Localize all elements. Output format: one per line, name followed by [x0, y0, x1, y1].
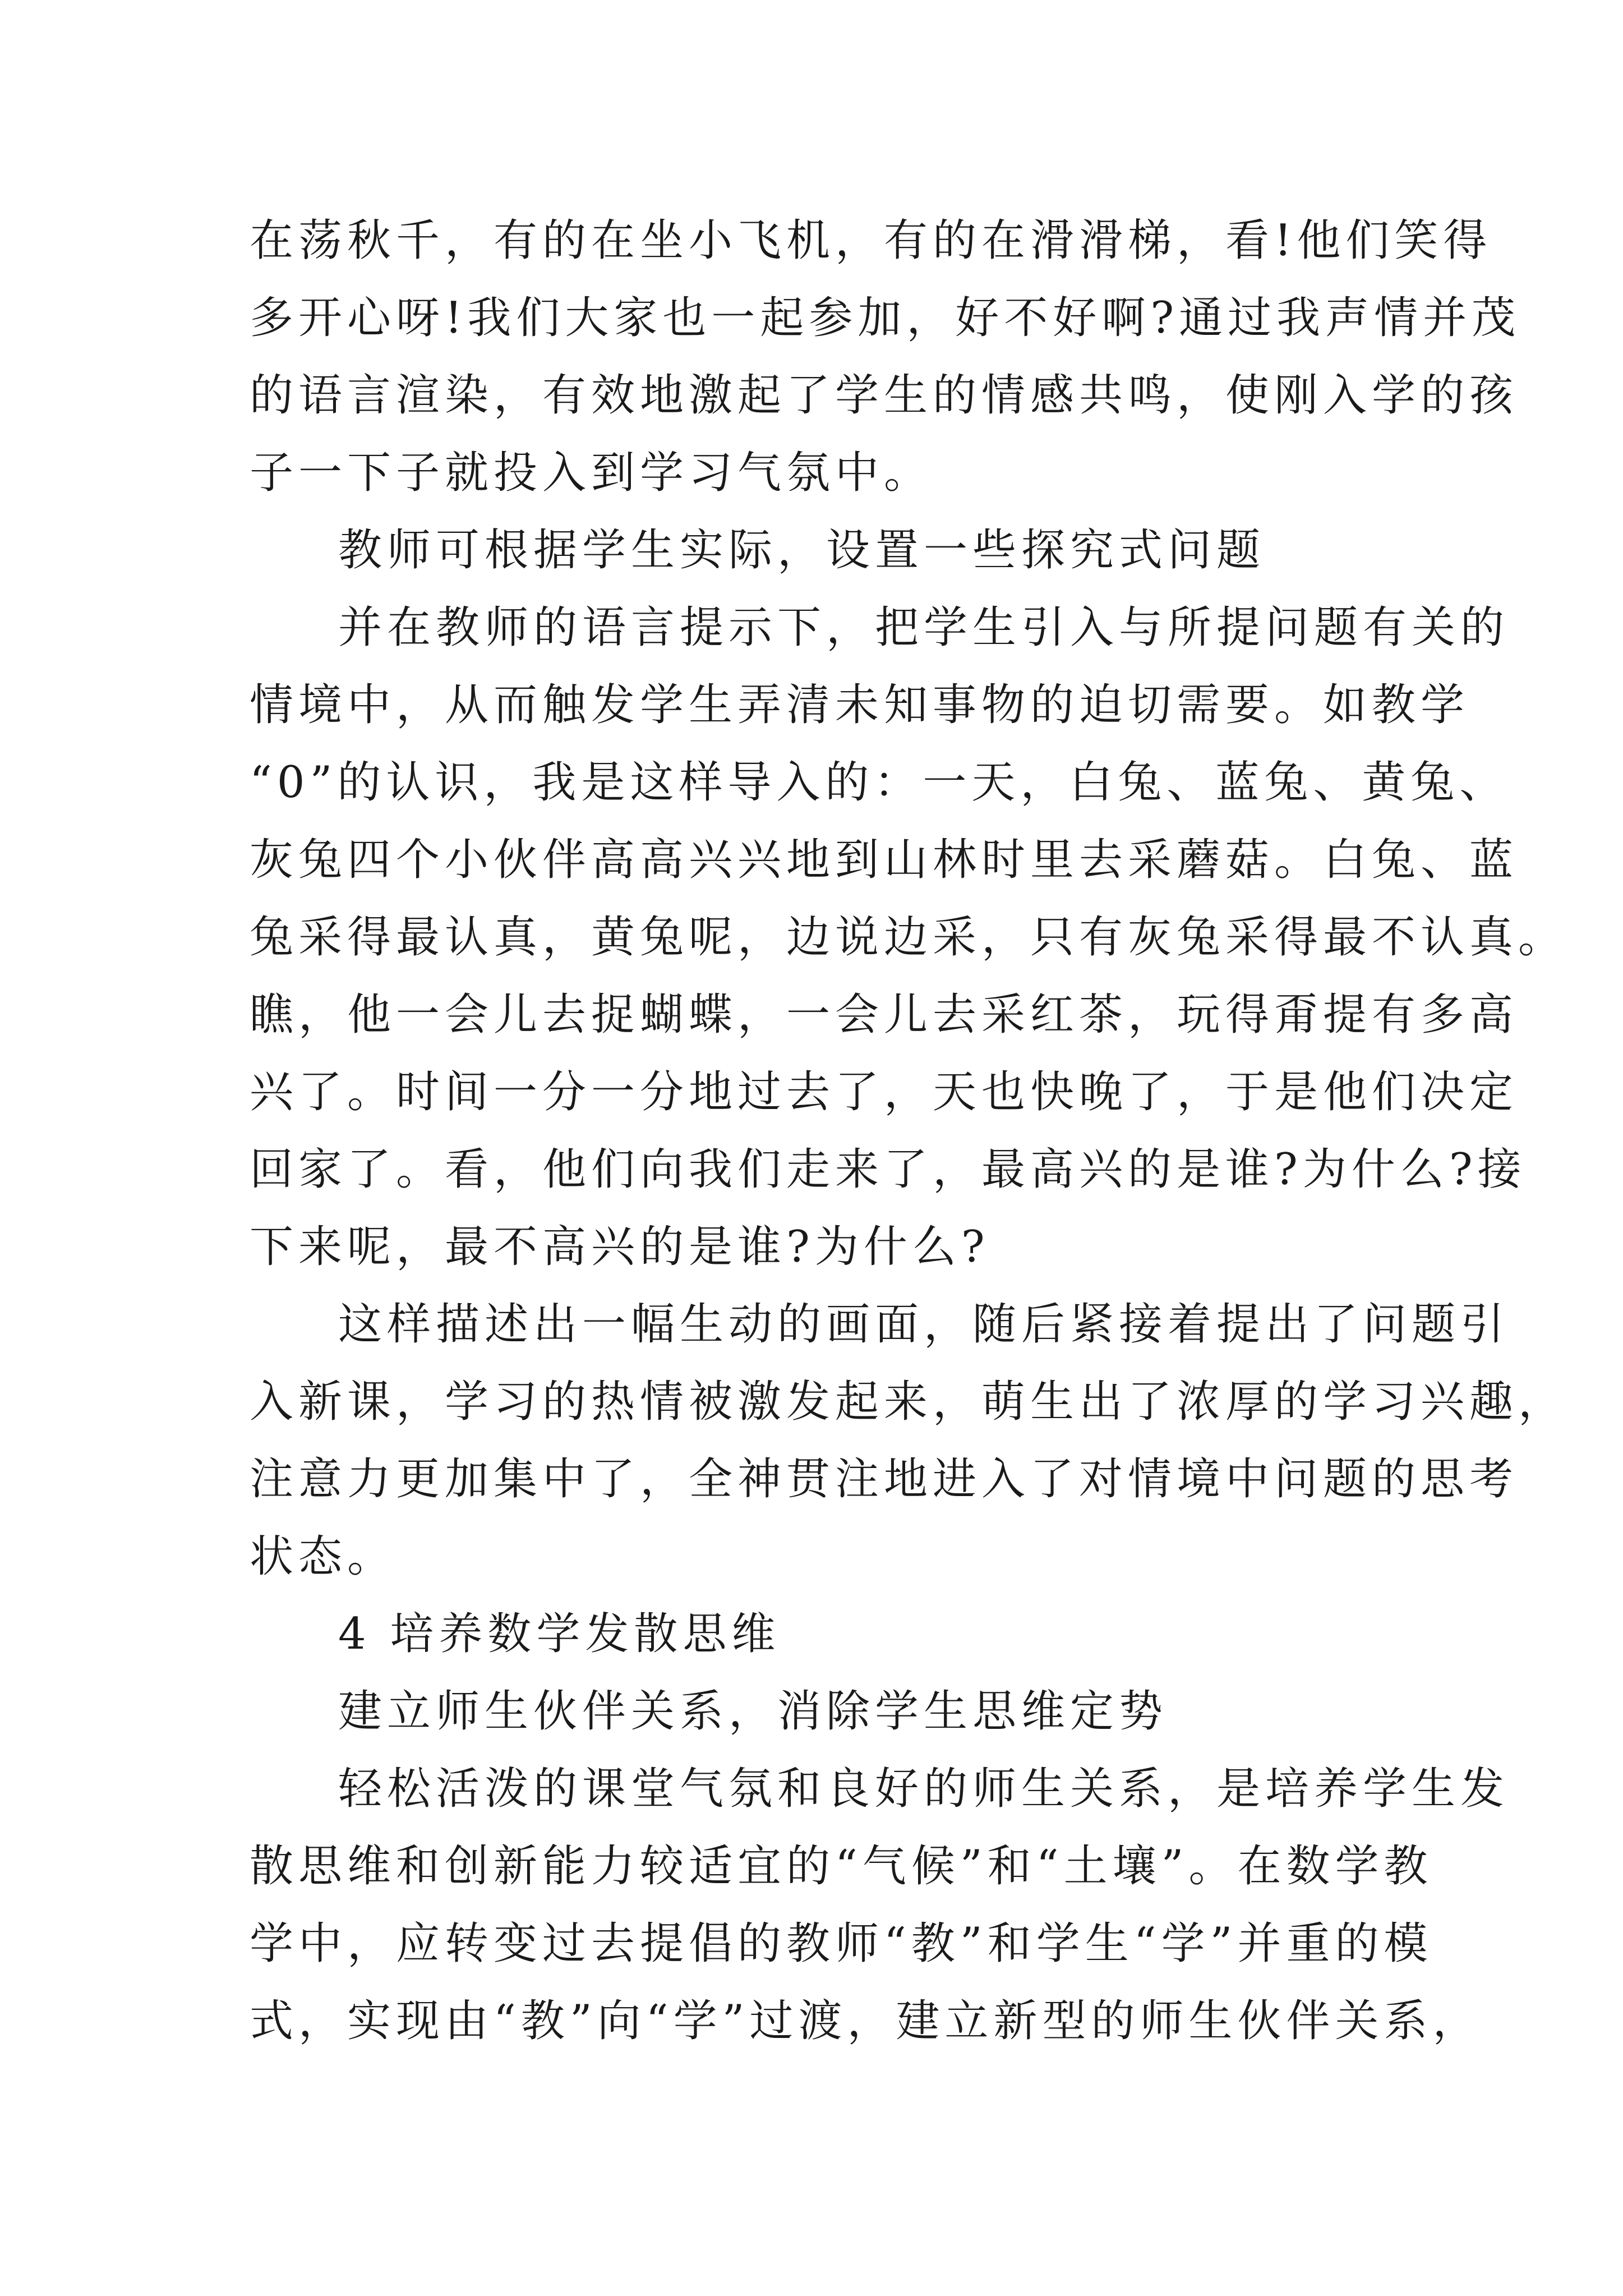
subheading-line: 建立师生伙伴关系，消除学生思维定势: [338, 1686, 1168, 1737]
text-line: 散思维和创新能力较适宜的“气候”和“土壤”。在数学教: [250, 1841, 1433, 1892]
text-line: 情境中，从而触发学生弄清未知事物的迫切需要。如教学: [250, 680, 1470, 730]
text-line: 状态。: [250, 1531, 396, 1582]
text-line: 式，实现由“教”向“学”过渡，建立新型的师生伙伴关系，: [250, 1996, 1482, 2046]
text-line: 瞧，他一会儿去捉蝴蝶，一会儿去采红茶，玩得甭提有多高: [250, 990, 1519, 1040]
text-line: “0”的认识，我是这样导入的：一天，白兔、蓝兔、黄兔、: [250, 757, 1509, 808]
text-line: 灰兔四个小伙伴高高兴兴地到山林时里去采蘑菇。白兔、蓝: [250, 835, 1519, 885]
text-line: 轻松活泼的课堂气氛和良好的师生关系，是培养学生发: [338, 1764, 1510, 1814]
text-line: 的语言渲染，有效地激起了学生的情感共鸣，使刚入学的孩: [250, 370, 1519, 421]
text-line: 兔采得最认真，黄兔呢，边说边采，只有灰兔采得最不认真。: [250, 912, 1567, 963]
subheading-line: 教师可根据学生实际，设置一些探究式问题: [338, 525, 1266, 576]
body-text: [250, 202, 1567, 2060]
text-line: 在荡秋千，有的在坐小飞机，有的在滑滑梯，看!他们笑得: [250, 215, 1492, 266]
text-line: 多开心呀!我们大家也一起参加，好不好啊?通过我声情并茂: [250, 293, 1521, 343]
text-line: 并在教师的语言提示下，把学生引入与所提问题有关的: [338, 602, 1510, 653]
text-line: 这样描述出一幅生动的画面，随后紧接着提出了问题引: [338, 1299, 1510, 1350]
text-line: 注意力更加集中了，全神贯注地进入了对情境中问题的思考: [250, 1454, 1519, 1504]
text-line: 子一下子就投入到学习气氛中。: [250, 448, 933, 498]
text-line: 回家了。看，他们向我们走来了，最高兴的是谁?为什么?接: [250, 1144, 1527, 1195]
text-line: 下来呢，最不高兴的是谁?为什么?: [250, 1222, 990, 1272]
text-line: 兴了。时间一分一分地过去了，天也快晚了，于是他们决定: [250, 1067, 1519, 1117]
section-heading: 4 培养数学发散思维: [338, 1609, 781, 1659]
text-line: 学中，应转变过去提倡的教师“教”和学生“学”并重的模: [250, 1918, 1433, 1969]
text-line: 入新课，学习的热情被激发起来，萌生出了浓厚的学习兴趣，: [250, 1377, 1567, 1427]
